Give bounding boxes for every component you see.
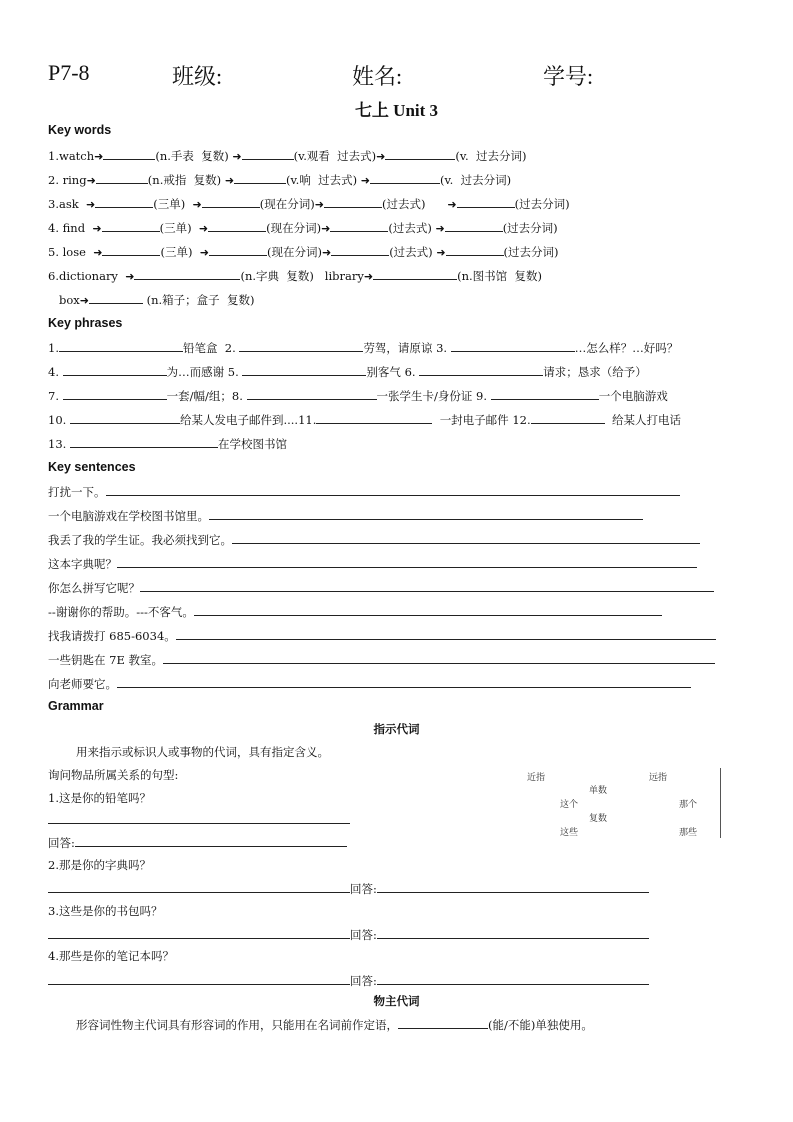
answer-blank[interactable] [446,243,504,256]
arrow-icon: ➜ [192,198,202,211]
answer-blank[interactable] [134,267,240,280]
question-pattern-label: 询问物品所属关系的句型: [48,768,179,782]
sentence-blank[interactable] [140,579,714,592]
answer-blank[interactable] [103,147,155,160]
arrow-icon: ➜ [363,270,374,283]
answer-blank[interactable] [209,243,267,256]
arrow-icon: ➜ [93,246,103,259]
answer-blank[interactable] [324,195,382,208]
question-2: 2.那是你的字典吗？ [48,858,151,872]
hint: (n.图书馆 复数) [457,269,542,283]
possessive-pronouns-heading: 物主代词 [373,994,420,1008]
grammar-heading: Grammar [48,699,104,713]
answer-blank[interactable] [234,171,286,184]
question-1: 1.这是你的铅笔吗？ [48,791,151,805]
phrase-row-2 [48,363,647,380]
phrase-text: 给某人打电话 [611,413,681,427]
answer-blank[interactable] [102,219,160,232]
question-3-answer-row [48,926,649,943]
word: 2. ring [48,173,87,187]
phrase-row-5 [48,435,287,452]
answer-blank[interactable] [70,435,218,448]
key-word-row-6 [48,267,542,285]
sentence-blank[interactable] [117,675,691,688]
arrow-icon: ➜ [376,150,386,163]
answer-label: 回答: [350,974,377,988]
these-label: 这些 [560,828,579,838]
phrase-text: 一套/幅/组；8. [166,389,243,403]
phrase-text: 给某人发电子邮件到....11. [179,413,317,427]
answer-label: 回答: [48,836,75,850]
answer-blank[interactable] [208,219,266,232]
singular-label: 单数 [589,786,608,796]
hint: (现在分词) [266,245,322,259]
word: 4. find [48,221,86,235]
key-word-row-5 [48,243,559,261]
sentence-row [48,483,680,500]
question-1-answer [48,834,347,851]
sentence-blank[interactable] [209,507,643,520]
sentence-prompt: 这本字典呢？ [48,557,117,571]
sentence-row [48,507,643,524]
arrow-icon: ➜ [94,150,104,163]
sentence-row [48,603,662,620]
description-text: 形容词性物主代词具有形容词的作用，只能用在名词前作定语， [76,1018,398,1032]
hint: (v. 过去分词) [455,149,527,163]
phrase-text: 在学校图书馆 [217,437,287,451]
answer-blank[interactable] [48,880,350,893]
name-label: 姓名: [352,64,403,89]
answer-blank[interactable] [377,880,649,893]
arrow-icon: ➜ [92,222,102,235]
answer-blank[interactable] [491,387,599,400]
word: 6.dictionary [48,269,118,283]
student-id-label: 学号: [543,64,594,89]
answer-blank[interactable] [48,811,350,824]
answer-blank[interactable] [377,972,649,985]
sentence-row [48,579,714,596]
phrase-text: 一个电脑游戏 [598,389,668,403]
phrase-text: 劳驾，请原谅 3. [363,341,448,355]
hint: (过去式) [389,245,433,259]
answer-blank[interactable] [75,834,347,847]
arrow-icon: ➜ [199,246,209,259]
sentence-blank[interactable] [117,555,697,568]
key-words-heading: Key words [48,123,112,137]
arrow-icon: ➜ [314,198,324,211]
key-sentences-heading: Key sentences [48,460,136,474]
arrow-icon: ➜ [86,174,96,187]
word: 5. lose [48,245,86,259]
answer-blank[interactable] [247,387,377,400]
key-word-row-4 [48,219,558,237]
answer-blank[interactable] [377,926,649,939]
arrow-icon: ➜ [232,150,242,163]
phrase-text: …怎么样？…好吗？ [574,341,679,355]
page-code: P7-8 [48,60,90,85]
question-4: 4.那些是你的笔记本吗？ [48,949,174,963]
phrase-text: 请求；恳求（给予） [543,365,647,379]
key-word-row-7 [48,291,254,309]
class-label: 班级: [172,64,223,89]
answer-blank[interactable] [202,195,260,208]
answer-blank[interactable] [96,171,148,184]
near-label: 近指 [527,773,546,783]
answer-blank[interactable] [95,195,153,208]
answer-blank[interactable] [398,1016,488,1029]
answer-blank[interactable] [48,926,350,939]
hint: (n.字典 复数) [240,269,314,283]
question-1-line [48,811,350,828]
far-label: 远指 [649,773,668,783]
hint: (过去分词) [503,245,559,259]
hint: (n.手表 复数) [155,149,229,163]
answer-label: 回答: [350,928,377,942]
answer-blank[interactable] [419,363,543,376]
sentence-row [48,531,700,548]
answer-blank[interactable] [316,411,432,424]
answer-blank[interactable] [331,243,389,256]
sentence-blank[interactable] [176,627,716,640]
demonstrative-description: 用来指示或标识人或事物的代词，具有指定含义。 [76,745,329,759]
phrase-text: 为…而感谢 5. [166,365,239,379]
hint: (v. 过去分词) [439,173,512,187]
phrase-text: 一张学生卡/身份证 9. [376,389,488,403]
answer-label: 回答: [350,882,377,896]
key-word-row-1 [48,147,526,165]
those-label: 那些 [679,828,698,838]
sentence-prompt: 打扰一下。 [48,485,106,499]
sentence-prompt: 找我请拨打 685-6034。 [48,629,176,643]
key-word-row-3 [48,195,570,213]
hint: (三单) [159,221,192,235]
answer-blank[interactable] [370,171,440,184]
question-3: 3.这些是你的书包吗？ [48,904,163,918]
hint: (三单) [153,197,186,211]
hint: (v.观看 过去式) [293,149,377,163]
hint: (现在分词) [266,221,322,235]
answer-blank[interactable] [457,195,515,208]
answer-blank[interactable] [59,339,183,352]
hint: (v.响 过去式) [286,173,358,187]
demonstrative-diagram [483,768,721,838]
arrow-icon: ➜ [435,222,445,235]
hint: (n.戒指 复数) [147,173,222,187]
phrase-row-4 [48,411,681,428]
answer-blank[interactable] [48,972,350,985]
question-2-answer-row [48,880,649,897]
sentence-prompt: 向老师要它。 [48,677,117,691]
arrow-icon: ➜ [86,198,96,211]
sentence-blank[interactable] [194,603,662,616]
sentence-prompt: --谢谢你的帮助。---不客气。 [48,605,194,619]
word: 3.ask [48,197,79,211]
phrase-text: 一封电子邮件 12. [439,413,531,427]
sentence-prompt: 一些钥匙在 7E 教室。 [48,653,164,667]
phrase-row-3 [48,387,668,404]
plural-label: 复数 [589,814,608,824]
word: box [58,293,80,307]
description-text: (能/不能)单独使用。 [488,1018,593,1032]
phrase-number: 10. [48,413,67,427]
sentence-prompt: 一个电脑游戏在学校图书馆里。 [48,509,209,523]
that-label: 那个 [679,800,698,810]
key-word-row-2 [48,171,511,189]
answer-blank[interactable] [242,147,294,160]
answer-blank[interactable] [531,411,605,424]
hint: (三单) [160,245,193,259]
answer-blank[interactable] [239,339,363,352]
sentence-prompt: 我丢了我的学生证。我必须找到它。 [48,533,232,547]
phrase-number: 1. [48,341,59,355]
answer-blank[interactable] [63,387,167,400]
arrow-icon: ➜ [360,174,370,187]
answer-blank[interactable] [385,147,455,160]
answer-blank[interactable] [445,219,503,232]
sentence-blank[interactable] [232,531,700,544]
arrow-icon: ➜ [79,294,89,307]
sentence-row [48,627,716,644]
phrase-number: 4. [48,365,59,379]
hint: (过去分词) [514,197,570,211]
word: library [324,269,364,283]
answer-blank[interactable] [89,291,143,304]
answer-blank[interactable] [373,267,457,280]
sentence-row [48,675,691,692]
word: 1.watch [48,149,95,163]
arrow-icon: ➜ [321,246,332,259]
arrow-icon: ➜ [224,174,235,187]
key-phrases-heading: Key phrases [48,316,123,330]
phrase-number: 7. [48,389,59,403]
sentence-row [48,651,715,668]
arrow-icon: ➜ [125,270,135,283]
phrase-text: 铅笔盒 2. [182,341,236,355]
hint: (现在分词) [259,197,315,211]
phrase-row-1 [48,339,678,356]
arrow-icon: ➜ [447,198,457,211]
possessive-description [76,1016,593,1033]
hint: (过去分词) [502,221,558,235]
sentence-row [48,555,697,572]
question-4-answer-row [48,972,649,989]
answer-blank[interactable] [242,363,366,376]
arrow-icon: ➜ [436,246,446,259]
answer-blank[interactable] [451,339,575,352]
page-title: 七上 Unit 3 [354,101,439,120]
demonstrative-pronouns-heading: 指示代词 [373,722,420,736]
answer-blank[interactable] [102,243,160,256]
arrow-icon: ➜ [198,222,209,235]
diagram-border [720,768,721,838]
answer-blank[interactable] [330,219,388,232]
answer-blank[interactable] [63,363,167,376]
hint: (过去式) [381,197,426,211]
sentence-blank[interactable] [106,483,680,496]
phrase-number: 13. [48,437,67,451]
sentence-prompt: 你怎么拼写它呢？ [48,581,140,595]
arrow-icon: ➜ [321,222,331,235]
phrase-text: 别客气 6. [366,365,416,379]
hint: (过去式) [388,221,432,235]
sentence-blank[interactable] [163,651,715,664]
answer-blank[interactable] [70,411,180,424]
this-label: 这个 [560,800,579,810]
hint: (n.箱子；盒子 复数) [146,293,255,307]
